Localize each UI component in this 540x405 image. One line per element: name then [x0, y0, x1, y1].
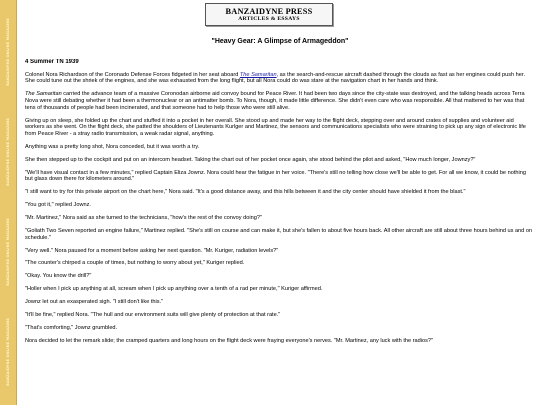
sidebar-strip	[0, 0, 17, 405]
paragraph-text: Colonel Nora Richardson of the Coronado Defense Forces fidgeted in her seat aboard	[25, 71, 240, 78]
sidebar-tile-label: BANZAIDYNE ONLINE MAGAZINE	[6, 18, 11, 86]
ship-name: The Samaritan	[25, 91, 62, 98]
article-paragraph: "The counter's chirped a couple of times, but nothing to worry about yet," Kuriger replied.	[25, 260, 245, 267]
sidebar-tile-label: BANZAIDYNE ONLINE MAGAZINE	[6, 218, 11, 286]
sidebar-tile-label: BANZAIDYNE ONLINE MAGAZINE	[6, 318, 11, 386]
paragraph-text: , as the search-and-rescue aircraft dashed through the clouds as fast as her engines could push her. She could tune out the shriek of the engines, and she was exhausted from the long flight, but all Nora could do was stare at the navigation chart in her hands and think.	[25, 71, 526, 85]
article-paragraph: "Holler when I pick up anything at all, scream when I pick up anything over a tenth of a rad per minute," Kuriger affirmed.	[25, 286, 323, 293]
article-paragraph: Anything was a pretty long shot, Nora conceded, but it was worth a try.	[25, 143, 200, 150]
article-paragraph: "You got it," replied Jownz.	[25, 202, 91, 209]
masthead-title: BANZAIDYNE PRESS	[225, 7, 313, 16]
article-paragraph: "I still want to try for this private airport on the chart here," Nora said. "It's a good distance away, and this hills between it and the city center should have shielded it from the blast."	[25, 189, 466, 196]
sidebar-tile	[0, 2, 16, 102]
article-paragraph: "We'll have visual contact in a few minutes," replied Captain Eliza Jownz. Nora could hear the fatigue in her voice. "There's still no telling how close we'll be able to get. For all we know, it could be nothing but glass down there for kilometers around."	[25, 169, 526, 183]
article-paragraph	[25, 91, 533, 111]
article-paragraph: Nora decided to let the remark slide; the cramped quarters and long hours on the flight deck were fraying everyone's nerves. "Mr. Martinez, any luck with the radios?"	[25, 337, 433, 344]
article-headline: "Heavy Gear: A Glimpse of Armageddon"	[211, 38, 349, 45]
article-paragraph: "That's comforting," Jownz grumbled.	[25, 324, 118, 331]
article-paragraph: She then stepped up to the cockpit and put on an intercom headset. Taking the chart out of her pocket once again, she stood behind the pilot and asked, "How much longer, Jownzy?"	[25, 156, 476, 163]
sidebar-tile	[0, 102, 16, 202]
article-body	[25, 59, 533, 405]
article-paragraph: "Mr. Martinez," Nora said as she turned to the technicians, "how's the rest of the convoy doing?"	[25, 215, 262, 222]
masthead	[205, 3, 333, 26]
article-date: 4 Summer TN 1939	[25, 59, 79, 65]
article-paragraph: "Okay. You know the drill?"	[25, 273, 92, 280]
masthead-subtitle: ARTICLES & ESSAYS	[238, 16, 300, 22]
paragraph-text: carried the advance team of a massive Coronodan airborne aid convoy bound for Peace River. It had been two days since the city-state was destroyed, and the talking heads across Terra Nova were still debating whether it had been a thermonuclear or an antimatter bomb. To Nora, though, it made little difference. She didn't even care who was responsible. All that mattered to her was that tens of thousands of people had been incinerated, and that someone had to help those who were still alive.	[25, 91, 525, 111]
article-paragraph: "Goliath Two Seven reported an engine failure," Martinez replied. "She's still on course and can make it, but she's fallen to about five hours back. All other aircraft are still about three hours behind us and on schedule."	[25, 227, 533, 241]
article-paragraph: "Very well." Nora paused for a moment before asking her next question. "Mr. Kuriger, radiation levels?"	[25, 247, 279, 254]
sidebar-tile	[0, 302, 16, 402]
article-paragraph: "It'll be fine," replied Nora. "The hull and our environment suits will give plenty of protection at that rate."	[25, 311, 281, 318]
article-paragraph: Giving up on sleep, she folded up the chart and stuffed it into a pocket in her overall. She stood up and made her way to the flight deck, stepping over and around crates of supplies and volunteer aid workers as she went. On the flight deck, she patted the shoulders of Lieutenants Kurlger and Martinez, the sensors and communications specialists who were straining to pick up any sign of electronic life from Peace River - a stray radio transmission, a weak radar signal, anything.	[25, 117, 526, 137]
article-paragraph: Jownz let out an exasperated sigh. "I still don't like this."	[25, 299, 164, 306]
sidebar-tile-label: BANZAIDYNE ONLINE MAGAZINE	[6, 118, 11, 186]
article-paragraph	[25, 72, 533, 85]
sidebar-tile	[0, 202, 16, 302]
samaritan-link[interactable]: The Samaritan	[239, 71, 277, 78]
